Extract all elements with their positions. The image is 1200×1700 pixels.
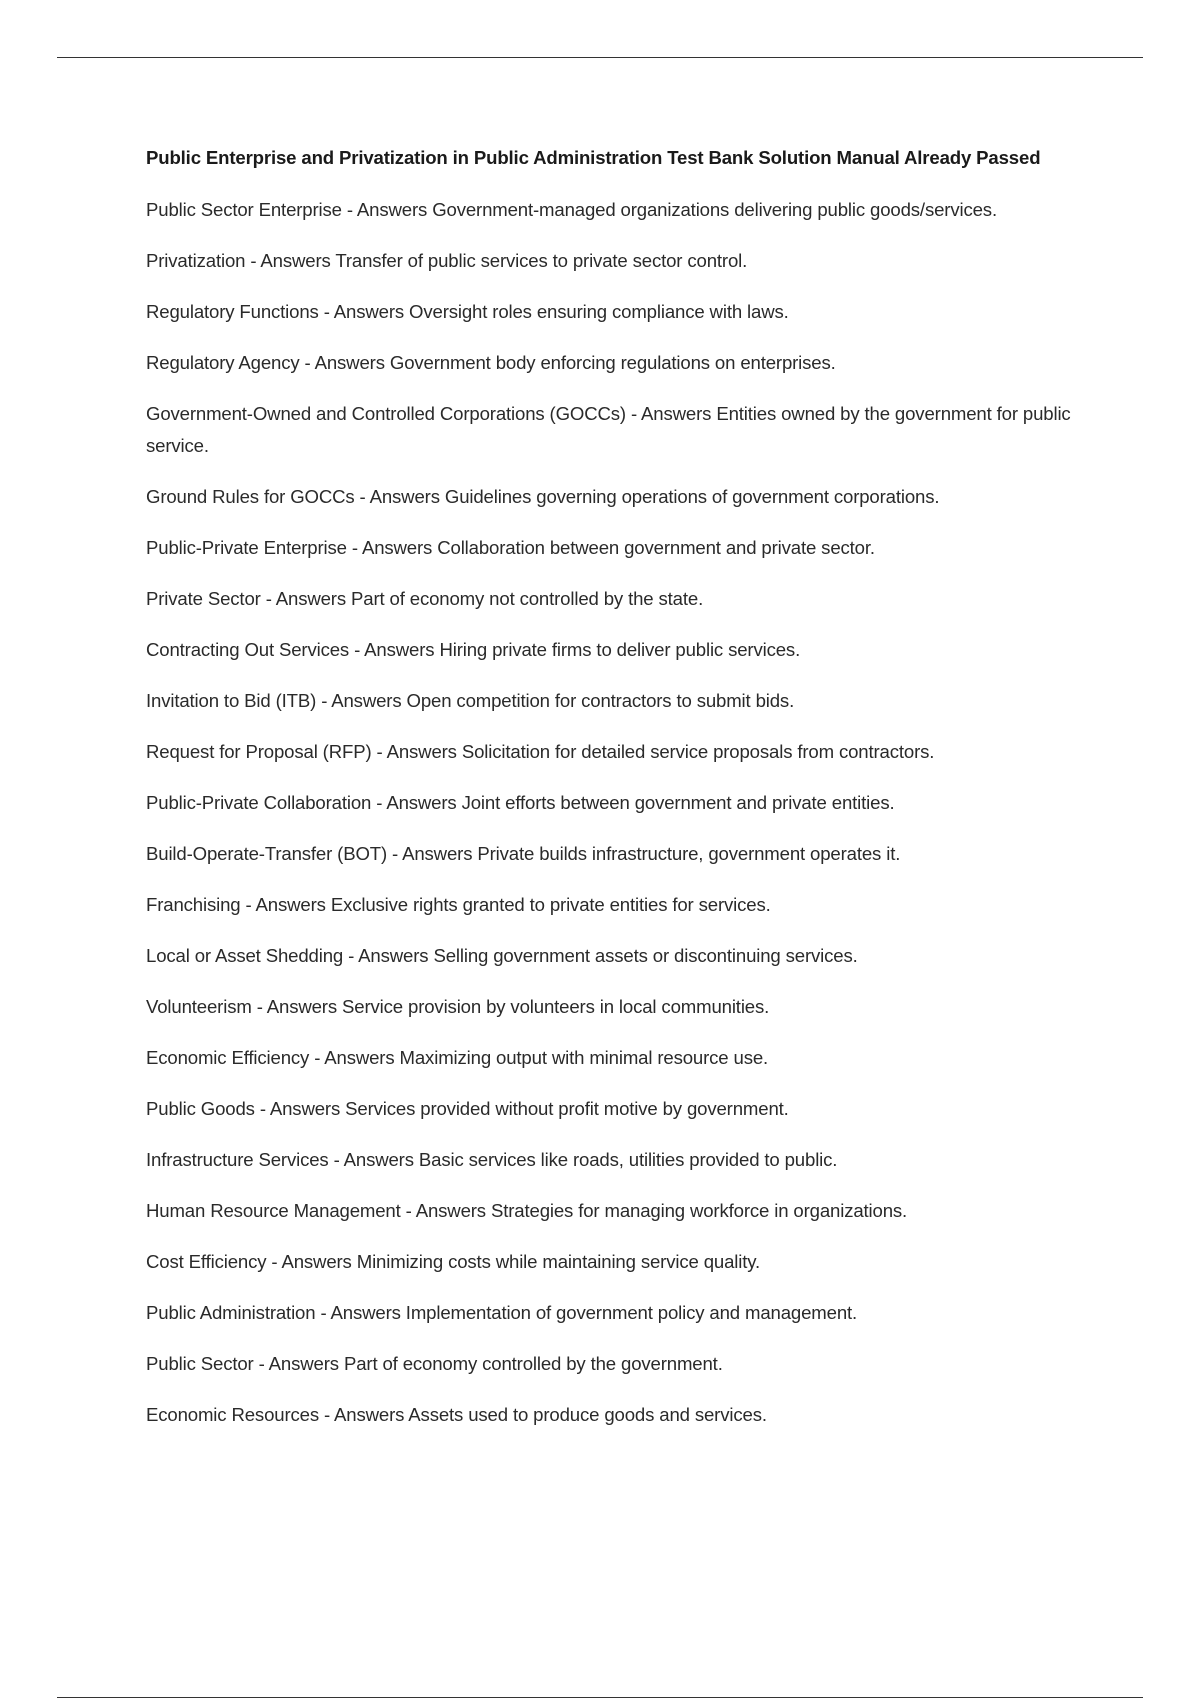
list-item (146, 1348, 1091, 1380)
list-item (146, 1399, 1091, 1431)
entry-separator (245, 250, 260, 271)
entry-definition: Selling government assets or discontinuing services. (433, 944, 858, 966)
entry-term: Volunteerism (146, 995, 252, 1017)
entry-definition: Government-managed organizations delivering public goods/services. (432, 199, 997, 220)
entry-term: Request for Proposal (RFP) (146, 740, 372, 762)
answer-label: Answers (369, 485, 440, 507)
entry-term: Private Sector (146, 587, 261, 609)
entry-term: Franchising (146, 893, 241, 915)
list-item (146, 991, 1091, 1023)
entry-separator (387, 843, 402, 864)
entry-definition: Assets used to produce goods and services. (408, 1403, 767, 1425)
list-item (146, 296, 1091, 328)
entry-term: Public-Private Collaboration (146, 791, 372, 813)
list-item (146, 685, 1091, 717)
entry-list (146, 194, 1091, 1430)
list-item (146, 481, 1091, 513)
entry-term: Economic Efficiency (146, 1046, 310, 1068)
entry-separator (309, 1047, 324, 1068)
list-item (146, 1297, 1091, 1329)
answer-label: Answers (266, 995, 337, 1017)
list-item (146, 1042, 1091, 1074)
entry-separator (329, 1149, 344, 1170)
entry-definition: Implementation of government policy and management. (405, 1301, 858, 1323)
entry-term: Local or Asset Shedding (146, 944, 344, 966)
entry-definition: Solicitation for detailed service proposals from contractors. (461, 740, 935, 762)
entry-definition: Joint efforts between government and private entities. (461, 791, 895, 813)
entry-separator (347, 537, 362, 558)
entry-term: Regulatory Agency (146, 352, 300, 373)
entry-separator (343, 945, 358, 966)
list-item (146, 889, 1091, 921)
entry-separator (315, 1302, 330, 1323)
entry-separator (355, 486, 370, 507)
entry-term: Public Goods (146, 1097, 255, 1119)
entry-definition: Collaboration between government and private sector. (437, 536, 875, 558)
entry-definition: Part of economy not controlled by the state. (351, 587, 704, 609)
entry-term: Invitation to Bid (ITB) (146, 689, 317, 711)
list-item (146, 787, 1091, 819)
entry-definition: Hiring private firms to deliver public services. (439, 638, 801, 660)
entry-separator (261, 588, 276, 609)
entry-separator (371, 792, 386, 813)
footer-rule (57, 1697, 1143, 1698)
entry-definition: Strategies for managing workforce in organizations. (490, 1199, 908, 1221)
entry-definition: Service provision by volunteers in local communities. (342, 995, 770, 1017)
answer-label: Answers (281, 1250, 352, 1272)
list-item (146, 398, 1091, 461)
answer-label: Answers (268, 1352, 339, 1374)
list-item (146, 583, 1091, 615)
answer-label: Answers (361, 536, 433, 558)
entry-separator (342, 199, 357, 220)
entry-definition: Maximizing output with minimal resource use. (399, 1046, 769, 1068)
entry-term: Contracting Out Services (146, 638, 350, 660)
entry-definition: Government body enforcing regulations on enterprises. (389, 352, 836, 373)
list-item (146, 736, 1091, 768)
entry-separator (319, 1404, 334, 1425)
entry-separator (266, 1251, 281, 1272)
list-item (146, 347, 1091, 379)
answer-label: Answers (331, 689, 402, 711)
entry-definition: Exclusive rights granted to private entities for services. (330, 893, 771, 915)
list-item (146, 194, 1091, 226)
entry-separator (372, 741, 387, 762)
entry-separator (255, 1098, 270, 1119)
answer-label: Answers (343, 1148, 414, 1170)
answer-label: Answers (356, 199, 428, 220)
entry-term: Infrastructure Services (146, 1148, 329, 1170)
list-item (146, 838, 1091, 870)
entry-definition: Entities owned by the government for public service. (146, 403, 1071, 456)
document-body (146, 144, 1091, 1450)
answer-label: Answers (255, 893, 326, 915)
answer-label: Answers (260, 250, 331, 271)
list-item (146, 940, 1091, 972)
entry-separator (254, 1353, 269, 1374)
entry-definition: Guidelines governing operations of government corporations. (444, 485, 940, 507)
entry-definition: Basic services like roads, utilities provided to public. (418, 1148, 838, 1170)
entry-term: Human Resource Management (146, 1199, 401, 1221)
answer-label: Answers (275, 587, 346, 609)
entry-definition: Oversight roles ensuring compliance with laws. (409, 301, 789, 322)
list-item (146, 1144, 1091, 1176)
answer-label: Answers (386, 740, 457, 762)
entry-separator (316, 690, 331, 711)
entry-term: Cost Efficiency (146, 1250, 267, 1272)
answer-label: Answers (314, 352, 385, 373)
list-item (146, 1246, 1091, 1278)
list-item (146, 634, 1091, 666)
entry-term: Economic Resources (146, 1403, 319, 1425)
entry-separator (300, 352, 315, 373)
entry-separator (349, 639, 364, 660)
answer-label: Answers (402, 842, 473, 864)
entry-definition: Services provided without profit motive by government. (345, 1097, 789, 1119)
answer-label: Answers (364, 638, 435, 660)
entry-definition: Transfer of public services to private sector control. (335, 250, 748, 271)
answer-label: Answers (269, 1097, 341, 1119)
entry-term: Public Sector Enterprise (146, 199, 342, 220)
entry-term: Privatization (146, 250, 246, 271)
answer-label: Answers (641, 403, 712, 424)
answer-label: Answers (333, 301, 405, 322)
entry-separator (319, 301, 334, 322)
answer-label: Answers (415, 1199, 486, 1221)
list-item (146, 1093, 1091, 1125)
entry-separator (626, 403, 641, 424)
answer-label: Answers (330, 1301, 401, 1323)
list-item (146, 245, 1091, 277)
entry-separator (401, 1200, 416, 1221)
entry-definition: Minimizing costs while maintaining service quality. (356, 1250, 761, 1272)
answer-label: Answers (324, 1046, 395, 1068)
entry-term: Government-Owned and Controlled Corporations (GOCCs) (146, 403, 626, 424)
header-rule (57, 57, 1143, 58)
entry-term: Public Sector (146, 1352, 254, 1374)
entry-definition: Part of economy controlled by the government. (343, 1352, 723, 1374)
entry-separator (252, 996, 267, 1017)
answer-label: Answers (334, 1403, 405, 1425)
entry-term: Regulatory Functions (146, 301, 319, 322)
entry-separator (240, 894, 255, 915)
list-item (146, 532, 1091, 564)
entry-term: Public-Private Enterprise (146, 536, 347, 558)
entry-term: Build-Operate-Transfer (BOT) (146, 842, 388, 864)
entry-definition: Open competition for contractors to submit bids. (406, 689, 795, 711)
document-title: Public Enterprise and Privatization in Public Administration Test Bank Solution Manual Already Passed (146, 147, 1041, 168)
entry-term: Ground Rules for GOCCs (146, 485, 355, 507)
answer-label: Answers (386, 791, 457, 813)
entry-term: Public Administration (146, 1301, 316, 1323)
list-item (146, 1195, 1091, 1227)
entry-definition: Private builds infrastructure, government operates it. (477, 842, 901, 864)
answer-label: Answers (358, 944, 429, 966)
